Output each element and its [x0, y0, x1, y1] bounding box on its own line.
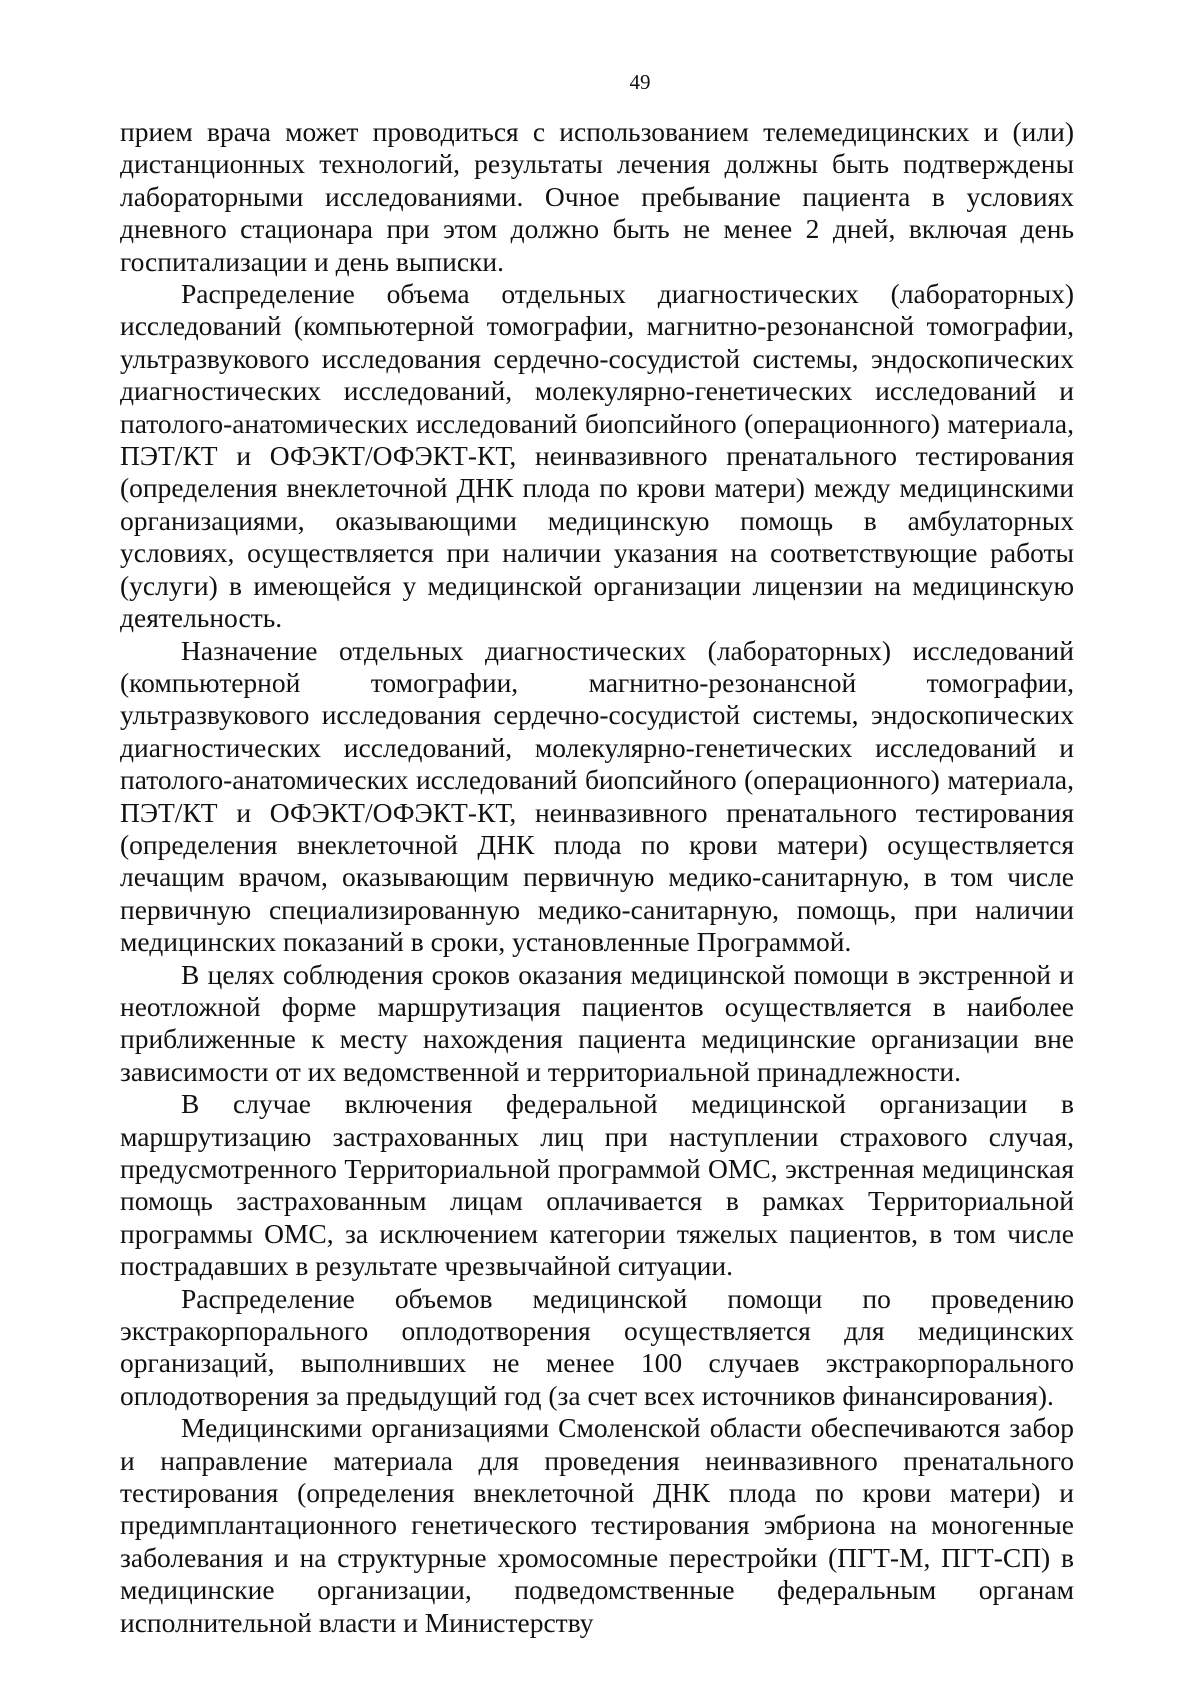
paragraph-ivf-distribution: Распределение объемов медицинской помощи по проведению экстракорпорального оплодотворения осуществляется для медицинских организаций, выполнивших не менее 100 случаев экстракорпорального оплодотворения за предыдущий год (за счет всех источников финансирования).: [120, 1282, 1074, 1411]
paragraph-federal-organization: В случае включения федеральной медицинской организации в маршрутизацию застрахованных лиц при наступлении страхового случая, предусмотренного Территориальной программой ОМС, экстренная медицинская помощь застрахованным лицам оплачивается в рамках Территориальной программы ОМС, за исключением категории тяжелых пациентов, в том числе пострадавших в результате чрезвычайной ситуации.: [120, 1088, 1074, 1282]
paragraph-prenatal-testing: Медицинскими организациями Смоленской области обеспечиваются забор и направление материала для проведения неинвазивного пренатального тестирования (определения внеклеточной ДНК плода по крови матери) и предимплантационного генетического тестирования эмбриона на моногенные заболевания и на структурные хромосомные перестройки (ПГТ-М, ПГТ-СП) в медицинские организации, подведомственные федеральным органам исполнительной власти и Министерству: [120, 1412, 1074, 1638]
paragraph-emergency-routing: В целях соблюдения сроков оказания медицинской помощи в экстренной и неотложной форме маршрутизация пациентов осуществляется в наиболее приближенные к месту нахождения пациента медицинские организации вне зависимости от их ведомственной и территориальной принадлежности.: [120, 958, 1074, 1087]
paragraph-volume-distribution: Распределение объема отдельных диагностических (лабораторных) исследований (компьютерной томографии, магнитно-резонансной томографии, ультразвукового исследования сердечно-сосудистой системы, эндоскопических диагностических исследований, молекулярно-генетических исследований и патолого-анатомических исследований биопсийного (операционного) материала, ПЭТ/КТ и ОФЭКТ/ОФЭКТ-КТ, неинвазивного пренатального тестирования (определения внеклеточной ДНК плода по крови матери) между медицинскими организациями, оказывающими медицинскую помощь в амбулаторных условиях, осуществляется при наличии указания на соответствующие работы (услуги) в имеющейся у медицинской организации лицензии на медицинскую деятельность.: [120, 278, 1074, 634]
document-body: [120, 116, 1074, 1639]
paragraph-diagnostic-assignment: Назначение отдельных диагностических (лабораторных) исследований (компьютерной томографии, магнитно-резонансной томографии, ультразвукового исследования сердечно-сосудистой системы, эндоскопических диагностических исследований, молекулярно-генетических исследований и патолого-анатомических исследований биопсийного (операционного) материала, ПЭТ/КТ и ОФЭКТ/ОФЭКТ-КТ, неинвазивного пренатального тестирования (определения внеклеточной ДНК плода по крови матери) осуществляется лечащим врачом, оказывающим первичную медико-санитарную, в том числе первичную специализированную медико-санитарную, помощь, при наличии медицинских показаний в сроки, установленные Программой.: [120, 634, 1074, 958]
page-number: 49: [629, 70, 651, 94]
paragraph-continuation: прием врача может проводиться с использованием телемедицинских и (или) дистанционных технологий, результаты лечения должны быть подтверждены лабораторными исследованиями. Очное пребывание пациента в условиях дневного стационара при этом должно быть не менее 2 дней, включая день госпитализации и день выписки.: [120, 116, 1074, 277]
